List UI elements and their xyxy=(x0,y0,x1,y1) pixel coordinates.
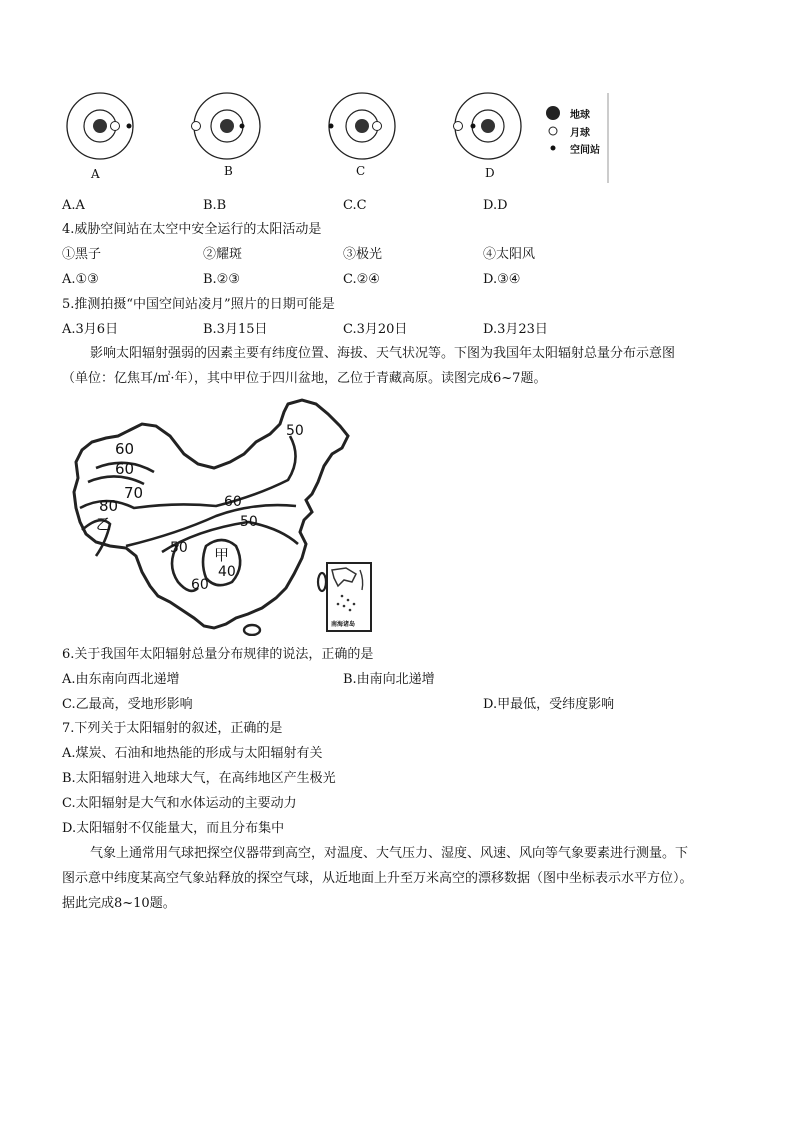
q3-option-d[interactable]: D.D xyxy=(483,198,508,213)
passage-solar-radiation xyxy=(62,341,742,391)
moon-marker xyxy=(111,122,120,131)
legend-station-symbol xyxy=(551,146,556,151)
isoline-label: 70 xyxy=(124,484,144,502)
passage1-line1: 影响太阳辐射强弱的因素主要有纬度位置、海拔、天气状况等。下图为我国年太阳辐射总量分布示意图 xyxy=(90,346,676,361)
isoline-label: 50 xyxy=(170,540,188,556)
q4-option-b[interactable]: B.②③ xyxy=(203,272,240,287)
q7-option-d[interactable]: D.太阳辐射不仅能量大，而且分布集中 xyxy=(62,821,285,836)
q7-option-c[interactable]: C.太阳辐射是大气和水体运动的主要动力 xyxy=(62,796,297,811)
hainan-island xyxy=(244,625,260,635)
passage2-line2: 图示意中纬度某高空气象站释放的探空气球，从近地面上升至万米高空的漂移数据（图中坐标表示水平方位）。 xyxy=(62,871,693,886)
q6-option-c[interactable]: C.乙最高，受地形影响 xyxy=(62,697,193,712)
q3-option-c[interactable]: C.C xyxy=(343,198,367,213)
isoline-label: 60 xyxy=(224,494,242,510)
q3-option-b[interactable]: B.B xyxy=(203,198,227,213)
q4-option-a[interactable]: A.①③ xyxy=(62,272,99,287)
south-china-sea-inset xyxy=(326,562,372,632)
isoline-label: 80 xyxy=(99,497,119,515)
q4-item-3: ③极光 xyxy=(343,247,383,262)
q5-stem: 5.推测拍摄“中国空间站凌月”照片的日期可能是 xyxy=(62,297,335,312)
q6-stem: 6.关于我国年太阳辐射总量分布规律的说法，正确的是 xyxy=(62,647,374,662)
orbit-diagram-b xyxy=(192,93,261,159)
q5-option-d[interactable]: D.3月23日 xyxy=(483,322,548,337)
taiwan-island xyxy=(318,573,326,591)
orbit-diagram-d xyxy=(454,93,522,159)
orbit-label-d: D xyxy=(485,166,495,180)
q7-option-b[interactable]: B.太阳辐射进入地球大气，在高纬地区产生极光 xyxy=(62,771,336,786)
orbit-label-b: B xyxy=(224,164,233,178)
q6-option-b[interactable]: B.由南向北递增 xyxy=(343,672,435,687)
legend-station-label: 空间站 xyxy=(570,145,600,156)
legend-earth-symbol xyxy=(546,106,560,120)
q5-option-a[interactable]: A.3月6日 xyxy=(62,322,119,337)
q6-option-a[interactable]: A.由东南向西北递增 xyxy=(62,672,180,687)
q6-option-d[interactable]: D.甲最低，受纬度影响 xyxy=(483,697,615,712)
passage1-line2: （单位：亿焦耳/㎡·年），其中甲位于四川盆地，乙位于青藏高原。读图完成6~7题。 xyxy=(62,371,547,386)
legend-earth-label: 地球 xyxy=(570,110,590,121)
isoline-label: 50 xyxy=(240,514,258,530)
inset-label: 南海诸岛 xyxy=(331,621,356,628)
isoline-label: 60 xyxy=(115,440,135,458)
station-marker xyxy=(127,124,132,129)
orbit-diagram-c xyxy=(329,93,396,159)
isoline-label: 40 xyxy=(218,564,236,580)
q5-option-c[interactable]: C.3月20日 xyxy=(343,322,408,337)
orbit-figure xyxy=(55,88,615,188)
passage-weather-balloon xyxy=(62,841,742,916)
isoline-label: 60 xyxy=(115,460,135,478)
orbit-diagram-a xyxy=(67,93,133,159)
passage2-line3: 据此完成8~10题。 xyxy=(62,896,176,911)
place-jia-label: 甲 xyxy=(214,546,230,564)
isoline-label: 50 xyxy=(286,423,304,439)
legend-moon-label: 月球 xyxy=(570,128,590,139)
isoline-label: 60 xyxy=(191,577,209,593)
q4-stem: 4.威胁空间站在太空中安全运行的太阳活动是 xyxy=(62,222,322,237)
legend-moon-symbol xyxy=(549,127,557,135)
q4-option-c[interactable]: C.②④ xyxy=(343,272,380,287)
q4-item-2: ②耀斑 xyxy=(203,247,243,262)
q7-option-a[interactable]: A.煤炭、石油和地热能的形成与太阳辐射有关 xyxy=(62,746,323,761)
q4-item-4: ④太阳风 xyxy=(483,247,536,262)
q4-option-d[interactable]: D.③④ xyxy=(483,272,521,287)
orbit-label-c: C xyxy=(356,164,366,178)
place-yi-label: 乙 xyxy=(96,515,112,533)
q7-stem: 7.下列关于太阳辐射的叙述，正确的是 xyxy=(62,721,283,736)
passage2-line1: 气象上通常用气球把探空仪器带到高空，对温度、大气压力、湿度、风速、风向等气象要素进行测量。下 xyxy=(90,846,689,861)
orbit-label-a: A xyxy=(91,167,100,181)
q3-option-a[interactable]: A.A xyxy=(62,198,85,213)
earth-marker xyxy=(93,119,107,133)
q4-item-1: ①黑子 xyxy=(62,247,102,262)
q5-option-b[interactable]: B.3月15日 xyxy=(203,322,268,337)
